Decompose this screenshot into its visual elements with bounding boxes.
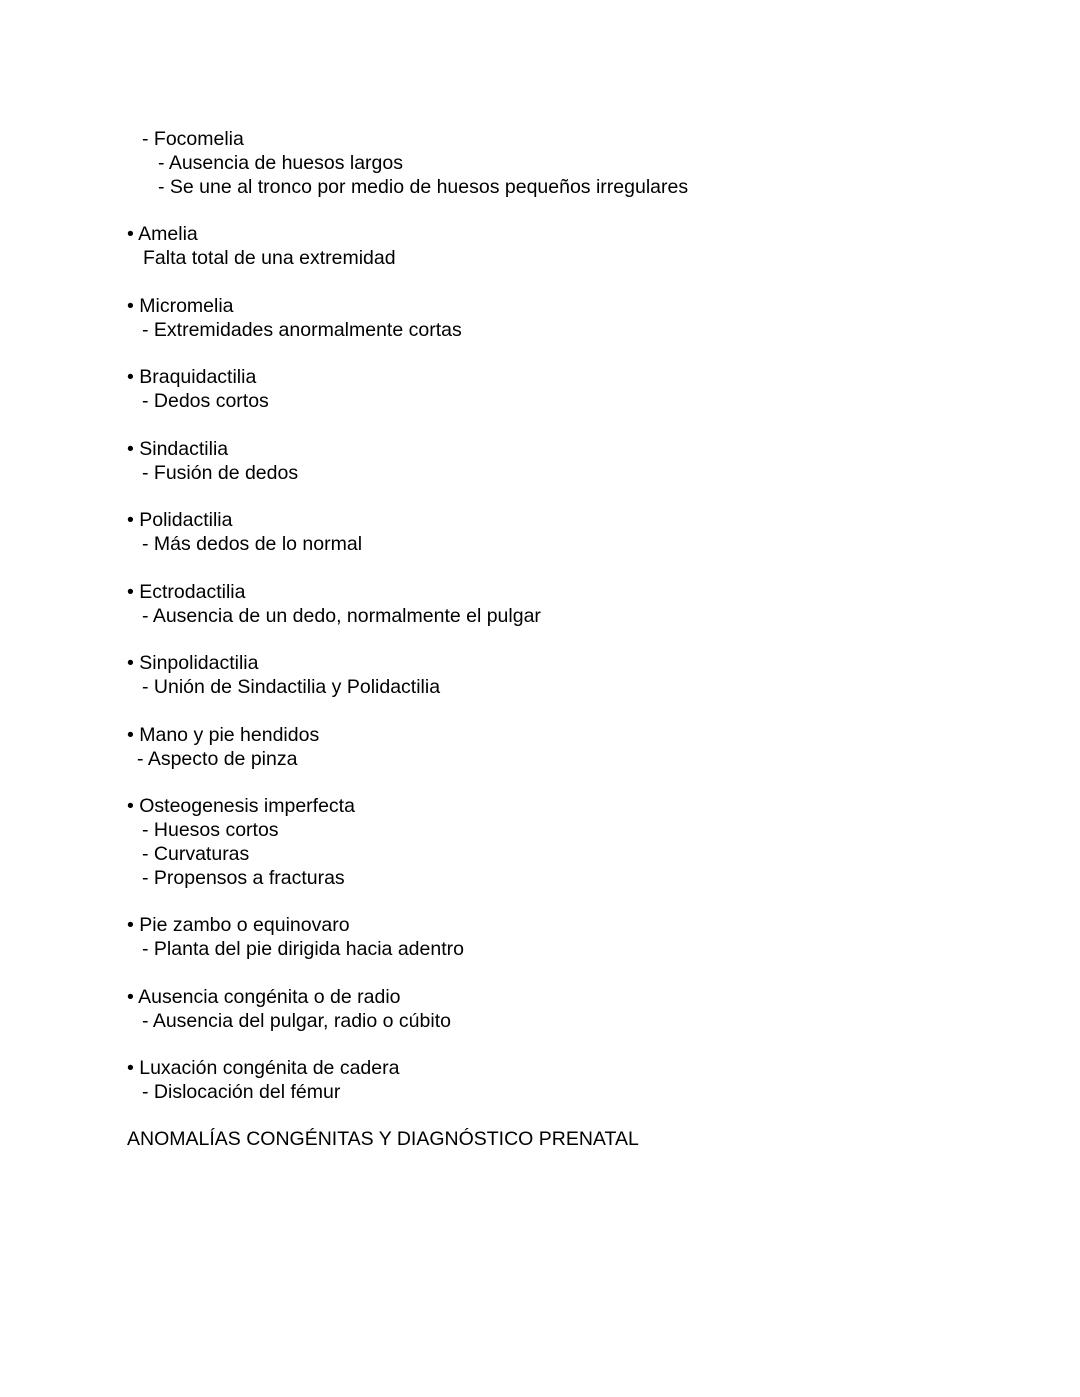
item-detail: - Ausencia del pulgar, radio o cúbito [142, 1010, 451, 1032]
item-title-luxacion-cadera: • Luxación congénita de cadera [127, 1057, 400, 1079]
item-title-braquidactilia: • Braquidactilia [127, 366, 257, 388]
section-heading: ANOMALÍAS CONGÉNITAS Y DIAGNÓSTICO PRENATAL [127, 1128, 639, 1150]
item-detail: - Más dedos de lo normal [142, 533, 363, 555]
item-title-ectrodactilia: • Ectrodactilia [127, 581, 246, 603]
focomelia-title: - Focomelia [142, 128, 244, 150]
item-detail: - Planta del pie dirigida hacia adentro [142, 938, 464, 960]
item-detail: - Propensos a fracturas [142, 867, 345, 889]
item-detail: - Ausencia de un dedo, normalmente el pulgar [142, 605, 541, 627]
focomelia-detail: - Ausencia de huesos largos [158, 152, 403, 174]
item-title-polidactilia: • Polidactilia [127, 509, 233, 531]
item-detail: - Dislocación del fémur [142, 1081, 341, 1103]
item-detail: - Aspecto de pinza [137, 748, 298, 770]
item-title-pie-zambo: • Pie zambo o equinovaro [127, 914, 350, 936]
item-detail: Falta total de una extremidad [143, 247, 396, 269]
item-detail: - Huesos cortos [142, 819, 279, 841]
item-title-sindactilia: • Sindactilia [127, 438, 229, 460]
item-title-micromelia: • Micromelia [127, 295, 234, 317]
item-title-ausencia-radio: • Ausencia congénita o de radio [127, 986, 401, 1008]
item-title-amelia: • Amelia [127, 223, 198, 245]
item-detail: - Fusión de dedos [142, 462, 299, 484]
item-detail: - Extremidades anormalmente cortas [142, 319, 462, 341]
item-title-sinpolidactilia: • Sinpolidactilia [127, 652, 259, 674]
item-title-mano-pie-hendidos: • Mano y pie hendidos [127, 724, 320, 746]
item-detail: - Curvaturas [142, 843, 250, 865]
item-title-osteogenesis: • Osteogenesis imperfecta [127, 795, 355, 817]
item-detail: - Dedos cortos [142, 390, 269, 412]
item-detail: - Unión de Sindactilia y Polidactilia [142, 676, 441, 698]
focomelia-detail: - Se une al tronco por medio de huesos pequeños irregulares [158, 176, 689, 198]
